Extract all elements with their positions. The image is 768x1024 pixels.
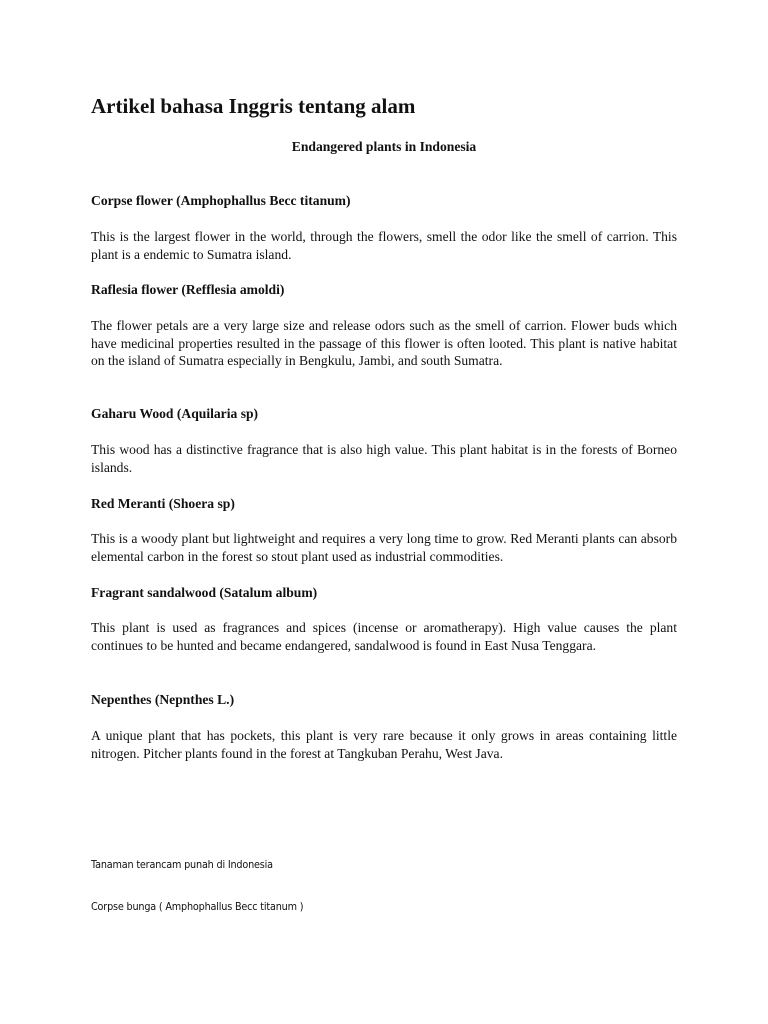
document-subtitle: Endangered plants in Indonesia (291, 139, 477, 154)
document-title: Artikel bahasa Inggris tentang alam (91, 94, 416, 118)
section-heading-nepenthes: Nepenthes (Nepnthes L.) (91, 692, 235, 707)
translation-first-heading: Corpse bunga ( Amphophallus Becc titanum ) (91, 901, 304, 913)
section-body-raflesia-flower: The flower petals are a very large size and release odors such as the smell of carrion. Flower buds which have medicinal properties resulted in the passage of this flower is often looted. This plant is native habitat on the island of Sumatra especially in Bengkulu, Jambi, and south Sumatra. (91, 318, 677, 369)
section-heading-corpse-flower: Corpse flower (Amphophallus Becc titanum) (91, 193, 351, 208)
section-body-gaharu-wood: This wood has a distinctive fragrance that is also high value. This plant habitat is in the forests of Borneo islands. (91, 442, 677, 475)
section-body-red-meranti: This is a woody plant but lightweight and requires a very long time to grow. Red Meranti plants can absorb elemental carbon in the forest so stout plant used as industrial commodities. (91, 531, 677, 564)
section-body-corpse-flower: This is the largest flower in the world, through the flowers, smell the odor like the smell of carrion. This plant is a endemic to Sumatra island. (91, 229, 677, 262)
section-heading-raflesia-flower: Raflesia flower (Refflesia amoldi) (91, 282, 285, 297)
section-heading-gaharu-wood: Gaharu Wood (Aquilaria sp) (91, 406, 259, 421)
section-heading-fragrant-sandalwood: Fragrant sandalwood (Satalum album) (91, 585, 318, 600)
translation-title: Tanaman terancam punah di Indonesia (91, 859, 273, 871)
section-body-nepenthes: A unique plant that has pockets, this plant is very rare because it only grows in areas containing little nitrogen. Pitcher plants found in the forest at Tangkuban Perahu, West Java. (91, 728, 677, 761)
section-body-fragrant-sandalwood: This plant is used as fragrances and spices (incense or aromatherapy). High value causes the plant continues to be hunted and became endangered, sandalwood is found in East Nusa Tenggara. (91, 620, 677, 653)
section-heading-red-meranti: Red Meranti (Shoera sp) (91, 496, 235, 511)
